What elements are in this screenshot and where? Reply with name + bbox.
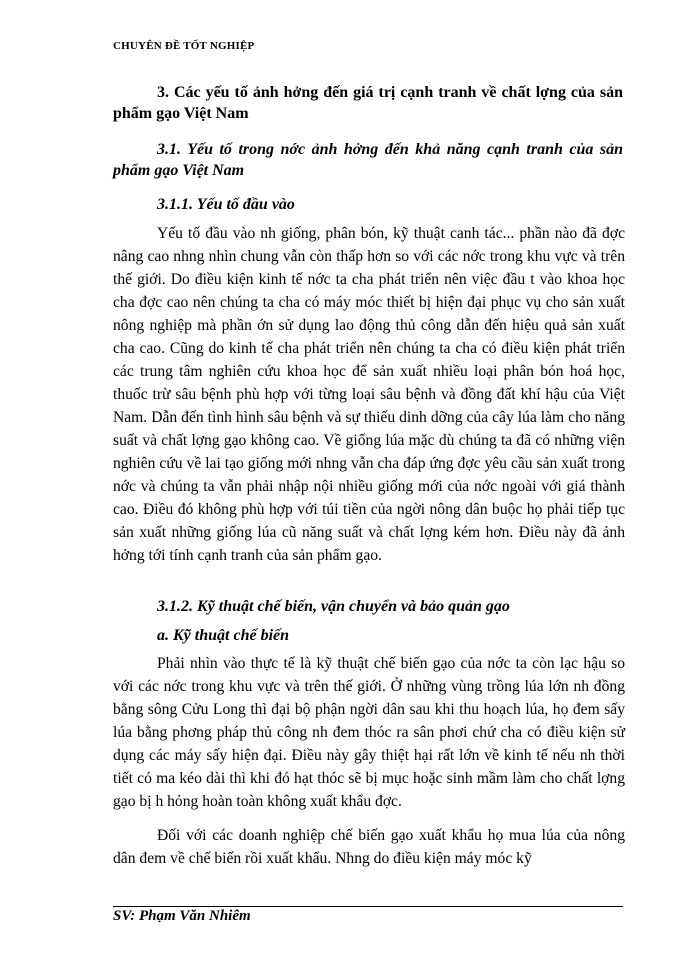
footer-divider [113, 906, 623, 907]
section-3-1-2-paragraph-2: Đối với các doanh nghiệp chế biến gạo xuất khẩu họ mua lúa của nông dân đem về chế biến rồi xuất khẩu. Nhng do điều kiện máy móc kỹ [113, 827, 625, 867]
section-3-1-heading: 3.1. Yếu tố trong nớc ảnh hởng đến khả năng cạnh tranh của sản phẩm gạo Việt Nam [113, 141, 623, 179]
section-3-1-2-paragraph-1: Phải nhìn vào thực tế là kỹ thuật chế biến gạo của nớc ta còn lạc hậu so với các nớc trong khu vực và trên thế giới. Ở những vùng trồng lúa lớn nh đồng bằng sông Cửu Long thì đại bộ phận ngời dân sau khi thu hoạch lúa, họ đem sấy lúa bằng phơng pháp thủ công nh đem thóc ra sân phơi chứ cha có điều kiện sử dụng các máy sấy hiện đại. Điều này gây thiệt hại rất lớn về kinh tế nếu nh thời tiết có ma kéo dài thì khi đó hạt thóc sẽ bị mục hoặc sinh mầm làm cho chất lợng gạo bị h hỏng hoàn toàn không xuất khẩu đợc. [113, 655, 625, 810]
section-3-1-1-heading: 3.1.1. Yếu tố đầu vào [157, 196, 295, 213]
section-3-1-1-paragraph: Yếu tố đầu vào nh giống, phân bón, kỹ thuật canh tác... phần nào đã đợc nâng cao nhng nhìn chung vẫn còn thấp hơn so với các nớc trong khu vực và trên thế giới. Do điều kiện kinh tế nớc ta cha phát triển nên việc đầu t vào khoa học cha đợc cao nên chúng ta cha có máy móc thiết bị hiện đại phục vụ cho sản xuất nông nghiệp mà phần ớn sử dụng lao động thủ công dẫn đến hiệu quả sản xuất cha cao. Cũng do kinh tế cha phát triển nên chúng ta cha có điều kiện phát triển các trung tâm nghiên cứu khoa học để sản xuất nhiều loại phân bón hoá học, thuốc trừ sâu bệnh phù hợp với từng loại sâu bệnh và đồng đất khí hậu của Việt Nam. Dẫn đến tình hình sâu bệnh và sự thiếu dinh dỡng của cây lúa làm cho năng suất và chất lợng gạo không cao. Về giống lúa mặc dù chúng ta đã có những viện nghiên cứu về lai tạo giống mới nhng vẫn cha đáp ứng đợc yêu cầu sản xuất trong nớc và chúng ta vẫn phải nhập nội nhiều giống mới của nớc ngoài với giá thành cao. Điều đó không phù hợp với túi tiền của ngời nông dân buộc họ phải tiếp tục sản xuất những giống lúa cũ năng suất và chất lợng kém hơn. Điều này đã ảnh hởng tới tính cạnh tranh của sản phẩm gạo. [113, 225, 625, 564]
subsection-a-heading: a. Kỹ thuật chế biến [157, 627, 290, 644]
page-header: CHUYÊN ĐỀ TỐT NGHIỆP [113, 40, 255, 52]
section-3-1-2-heading: 3.1.2. Kỹ thuật chế biến, vận chuyển và bảo quản gạo [157, 598, 510, 615]
footer-author: SV: Phạm Văn Nhiêm [113, 908, 251, 922]
section-3-heading: 3. Các yếu tố ảnh hởng đến giá trị cạnh tranh về chất lợng của sản phẩm gạo Việt Nam [113, 84, 623, 122]
